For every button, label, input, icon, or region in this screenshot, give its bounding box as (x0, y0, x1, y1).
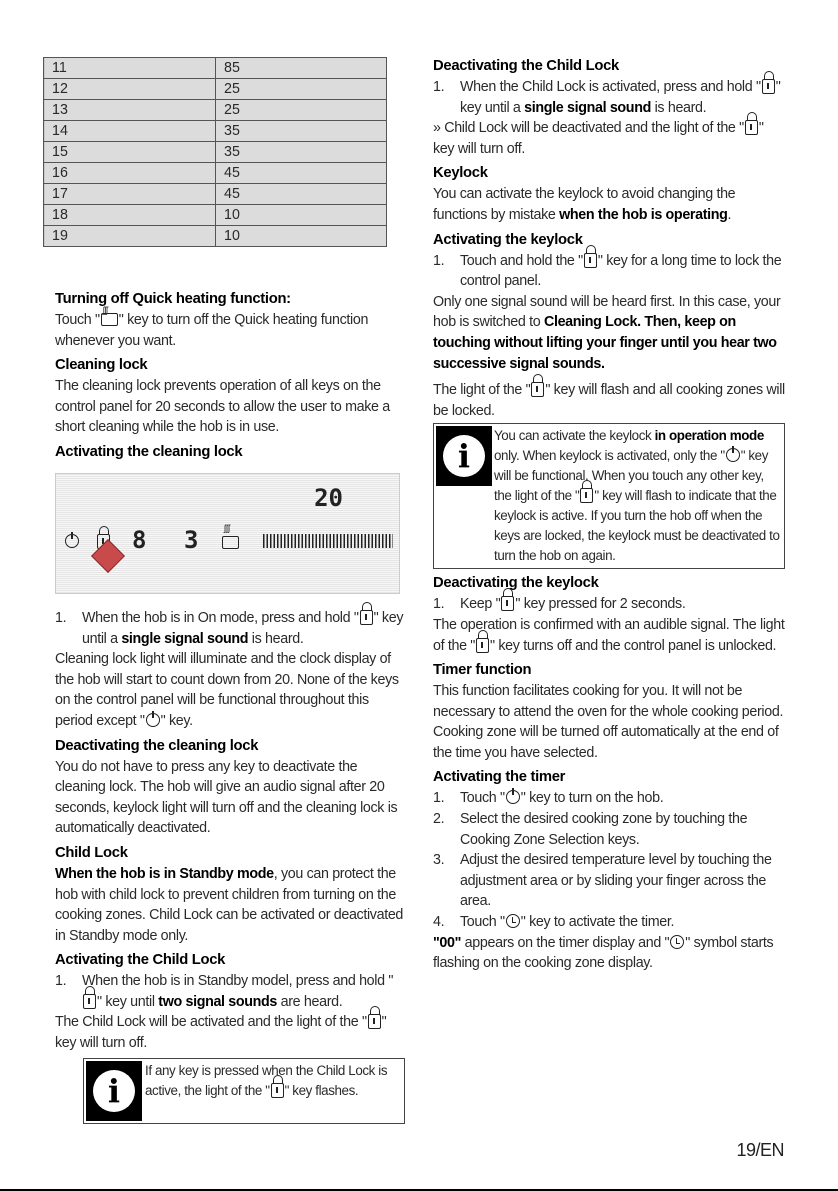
power-level-table (43, 57, 387, 247)
table-cell-level: 14 (44, 121, 216, 142)
lock-icon (360, 610, 373, 625)
table-cell-level: 12 (44, 79, 216, 100)
list-item: 3. Adjust the desired temperature level by touching the adjustment area or by sliding your finger across the area. (433, 852, 772, 910)
table-cell-level: 15 (44, 142, 216, 163)
para-keylock-signal: Only one signal sound will be heard first. In this case, your hob is switched to Cleaning Lock. Then, keep on touching without lifting your finger until you hear two successive signal sounds. (433, 293, 781, 372)
para-quick-off: Touch "ʃʃʃ " key to turn off the Quick heating function whenever you want. (55, 310, 405, 351)
table-cell-level: 11 (44, 58, 216, 79)
para-deactivating-cleaning-lock: You do not have to press any key to deactivate the cleaning lock. The hob will give an audio signal after 20 seconds, keylock light will turn off and the cleaning lock is automatically deactivated. (55, 758, 398, 837)
lock-icon (476, 638, 489, 653)
heading-timer-function: Timer function (433, 662, 532, 679)
info-note: i You can activate the keylock in operation mode only. When keylock is activated, only the " " key will be functional. When you touch any other key, the light of the " " key will flash to indicate that the keylock is active. If you turn the hob off when the keys are locked, the keylock must be deactivated to turn the hob on again. (433, 423, 785, 569)
heading-keylock: Keylock (433, 165, 488, 182)
table-row (44, 100, 387, 121)
list-item: 1. When the hob is in On mode, press and hold " " key until a single signal sound is heard. (55, 609, 404, 647)
table-row (44, 184, 387, 205)
para-child-lock-result: » Child Lock will be deactivated and the light of the " " key will turn off. (433, 120, 764, 157)
table-row (44, 226, 387, 247)
table-cell-level: 18 (44, 205, 216, 226)
para-child-lock: When the hob is in Standby mode, you can protect the hob with child lock to prevent children from turning on the cooking zones. Child Lock can be activated or deactivated in Standby mode only. (55, 865, 404, 944)
clock-display: 20 (314, 483, 343, 512)
heading-activating-cleaning-lock: Activating the cleaning lock (55, 443, 243, 460)
quick-heating-icon (101, 313, 118, 326)
lock-icon (501, 596, 514, 611)
list-item: 1. Keep " " key pressed for 2 seconds. (433, 596, 686, 613)
slider-bar (263, 534, 393, 548)
table-cell-value: 25 (216, 79, 387, 100)
table-row (44, 121, 387, 142)
list-item: 4. Touch " " key to activate the timer. (433, 914, 675, 931)
list-item: 1. Touch " " key to turn on the hob. (433, 790, 664, 807)
heading-child-lock: Child Lock (55, 844, 128, 861)
power-icon (506, 790, 520, 804)
lock-icon (368, 1014, 381, 1029)
lock-icon (83, 994, 96, 1009)
table-cell-value: 10 (216, 226, 387, 247)
table-cell-level: 19 (44, 226, 216, 247)
heading-deactivating-keylock: Deactivating the keylock (433, 575, 599, 592)
para-child-lock-activated: The Child Lock will be activated and the light of the " " key will turn off. (55, 1014, 387, 1052)
table-cell-level: 13 (44, 100, 216, 121)
list-item: 1. When the Child Lock is activated, press and hold " " key until a single signal sound is heard. (433, 79, 781, 116)
left-column (55, 285, 405, 1124)
table-row (44, 205, 387, 226)
lock-icon (584, 253, 597, 268)
para-timer-display: "00" appears on the timer display and " " symbol starts flashing on the cooking zone display. (433, 934, 774, 972)
table-row (44, 79, 387, 100)
control-panel-figure (55, 473, 400, 594)
table-cell-value: 35 (216, 121, 387, 142)
para-cleaning-lock-light: Cleaning lock light will illuminate and the clock display of the hob will start to count down from 20. None of the keys on the control panel will be functional throughout this period except " " key. (55, 651, 399, 729)
zone-digit-2: 3 (184, 525, 199, 554)
lock-icon (531, 382, 544, 397)
right-column (433, 56, 785, 974)
heading-activating-child-lock: Activating the Child Lock (55, 952, 226, 969)
table-cell-value: 85 (216, 58, 387, 79)
zone-digit-1: 8 (132, 525, 147, 554)
table-cell-level: 17 (44, 184, 216, 205)
heading-quick-off: Turning off Quick heating function: (55, 291, 291, 307)
list-item: 2. Select the desired cooking zone by touching the Cooking Zone Selection keys. (433, 811, 748, 848)
para-keylock-light: The light of the " " key will flash and all cooking zones will be locked. (433, 382, 785, 419)
heading-activating-timer: Activating the timer (433, 769, 566, 786)
table-cell-value: 35 (216, 142, 387, 163)
table-cell-value: 45 (216, 163, 387, 184)
table-cell-level: 16 (44, 163, 216, 184)
heading-deactivating-cleaning-lock: Deactivating the cleaning lock (55, 737, 259, 754)
para-keylock: You can activate the keylock to avoid changing the functions by mistake when the hob is operating. (433, 186, 736, 223)
table-cell-value: 10 (216, 205, 387, 226)
heading-activating-keylock: Activating the keylock (433, 231, 583, 248)
table-row (44, 58, 387, 79)
page-number: 19/EN (736, 1140, 784, 1160)
info-icon: i (436, 426, 492, 486)
quick-heating-icon (222, 536, 239, 549)
para-timer-function: This function facilitates cooking for you. It will not be necessary to attend the oven for the whole cooking period. Cooking zone will be turned off automatically at the end of the time you have selected. (433, 683, 784, 761)
table-cell-value: 45 (216, 184, 387, 205)
table-row (44, 163, 387, 184)
lock-icon (762, 79, 775, 94)
timer-icon (506, 914, 520, 928)
list-item: 1. When the hob is in Standby model, press and hold "" key until two signal sounds are heard. (55, 973, 394, 1010)
info-icon: i (86, 1061, 142, 1121)
timer-icon (670, 935, 684, 949)
table-row (44, 142, 387, 163)
heading-deactivating-child-lock: Deactivating the Child Lock (433, 58, 619, 74)
info-note: i If any key is pressed when the Child Lock is active, the light of the " " key flashes. (83, 1058, 405, 1124)
power-icon (726, 448, 740, 462)
para-keylock-deactivated: The operation is confirmed with an audible signal. The light of the " " key turns off and the control panel is unlocked. (433, 616, 785, 654)
lock-icon (745, 120, 758, 135)
table-cell-value: 25 (216, 100, 387, 121)
lock-icon (580, 488, 593, 503)
power-icon (65, 534, 79, 548)
heading-cleaning-lock: Cleaning lock (55, 357, 148, 374)
list-item: 1. Touch and hold the " " key for a long time to lock the control panel. (433, 252, 782, 290)
power-icon (146, 713, 160, 727)
lock-icon (271, 1083, 284, 1098)
para-cleaning-lock: The cleaning lock prevents operation of all keys on the control panel for 20 seconds to allow the user to make a short cleaning while the hob is in use. (55, 378, 390, 436)
